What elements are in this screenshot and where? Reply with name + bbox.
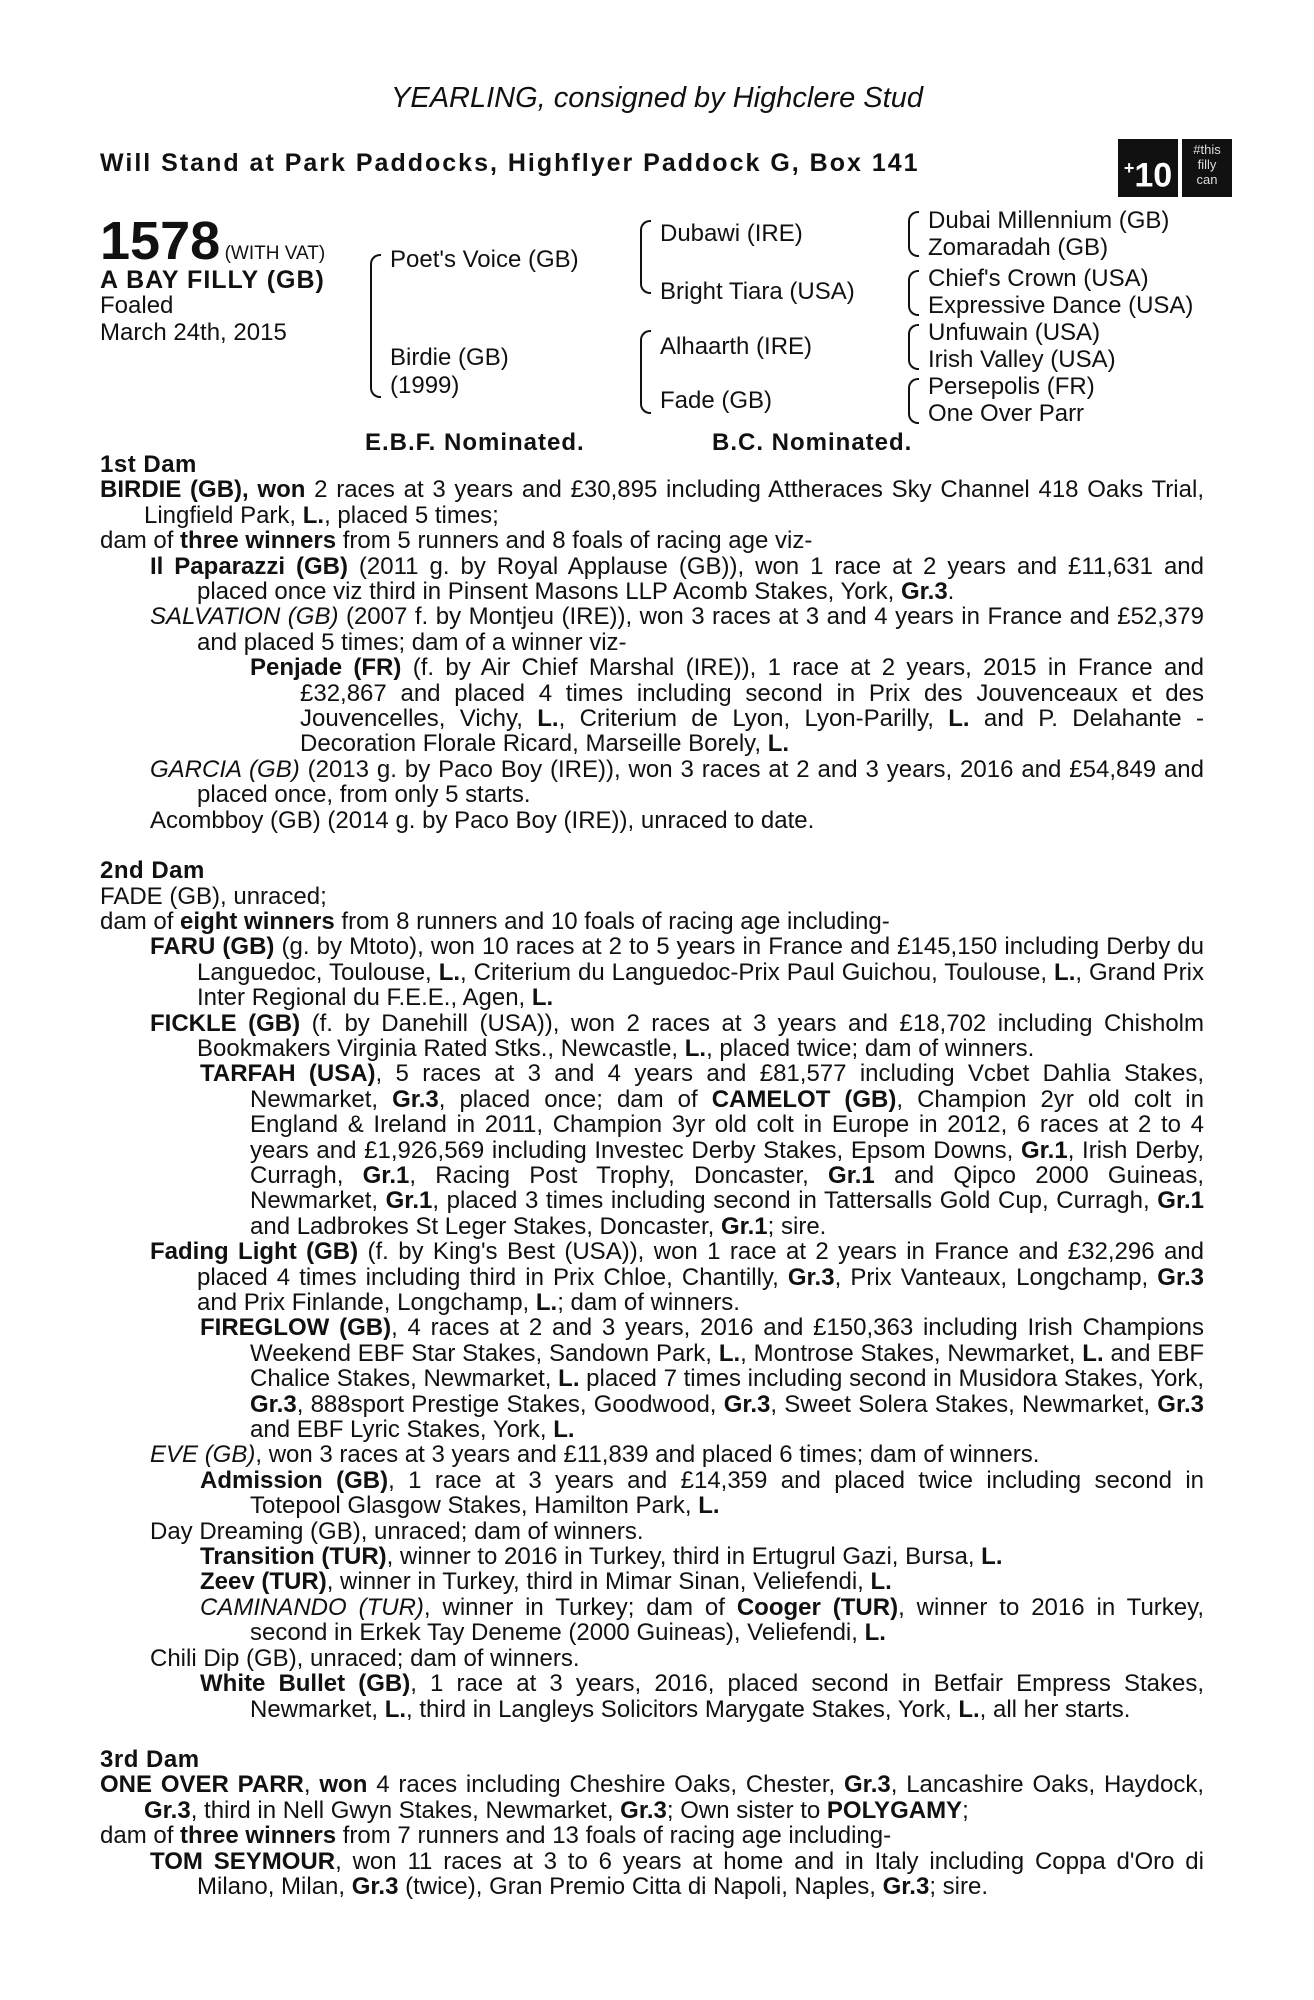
pedigree-dam: Birdie (GB) [390, 344, 509, 371]
produce-entry: Transition (TUR), winner to 2016 in Turkey, third in Ertugrul Gazi, Bursa, L. [200, 1543, 1003, 1571]
produce-entry: Chili Dip (GB), unraced; dam of winners. [150, 1644, 580, 1672]
pedigree-brace [908, 270, 919, 316]
produce-entry: SALVATION (GB) (2007 f. by Montjeu (IRE)), won 3 races at 3 and 4 years in France and £52,379 and placed 5 times; dam of a winner viz- [150, 603, 1204, 656]
dam-produce-summary: dam of eight winners from 8 runners and 10 foals of racing age including- [100, 907, 890, 935]
pedigree-dam-dam: Fade (GB) [660, 387, 773, 414]
catalogue-body [100, 452, 1204, 1899]
produce-entry: FICKLE (GB) (f. by Danehill (USA)), won 2 races at 3 years and £18,702 including Chisholm Bookmakers Virginia Rated Stks., Newcastle, L., placed twice; dam of winners. [150, 1009, 1205, 1062]
section-title-2nd-dam: 2nd Dam [100, 857, 205, 885]
pedigree-brace [908, 211, 919, 257]
produce-entry: Day Dreaming (GB), unraced; dam of winners. [150, 1517, 644, 1545]
bc-nominated: B.C. Nominated. [712, 429, 913, 456]
section-title-3rd-dam: 3rd Dam [100, 1745, 200, 1773]
produce-entry: Acombboy (GB) (2014 g. by Paco Boy (IRE)), unraced to date. [150, 806, 815, 834]
pedigree-sds: Chief's Crown (USA) [928, 265, 1149, 292]
dam-produce-summary: dam of three winners from 5 runners and 8 foals of racing age viz- [100, 527, 813, 555]
produce-entry: FIREGLOW (GB), 4 races at 2 and 3 years, 2016 and £150,363 including Irish Champions Weekend EBF Star Stakes, Sandown Park, L., Montrose Stakes, Newmarket, L. and EBF Chalice Stakes, Newmarket, L. placed 7 times including second in Musidora Stakes, York, Gr.3, 888sport Prestige Stakes, Goodwood, Gr.3, Sweet Solera Stakes, Newmarket, Gr.3 and EBF Lyric Stakes, York, L. [200, 1314, 1205, 1444]
produce-entry: Admission (GB), 1 race at 3 years and £14,359 and placed twice including second in Totepool Glasgow Stakes, Hamilton Park, L. [200, 1466, 1204, 1520]
pedigree-brace [908, 378, 919, 424]
lot-name: A BAY FILLY (GB) [100, 266, 325, 294]
pedigree-dss: Unfuwain (USA) [928, 319, 1101, 346]
produce-entry: Penjade (FR) (f. by Air Chief Marshal (IRE)), 1 race at 2 years, 2015 in France and £32,867 and placed 4 times including second in Prix des Jouvenceaux et des Jouvencelles, Vichy, L., Criterium de Lyon, Lyon-Parilly, L. and P. Delahante - Decoration Florale Ricard, Marseille Borely, L. [250, 654, 1204, 758]
produce-entry: TOM SEYMOUR, won 11 races at 3 to 6 years at home and in Italy including Coppa d'Oro di Milano, Milan, Gr.3 (twice), Gran Premio Citta di Napoli, Naples, Gr.3; sire. [150, 1847, 1204, 1900]
section-title-1st-dam: 1st Dam [100, 451, 197, 478]
dam-produce-summary: dam of three winners from 7 runners and 13 foals of racing age including- [100, 1822, 892, 1850]
produce-entry: EVE (GB), won 3 races at 3 years and £11,839 and placed 6 times; dam of winners. [150, 1441, 1040, 1469]
stand-location: Will Stand at Park Paddocks, Highflyer Paddock G, Box 141 [100, 149, 920, 177]
tenth-logo-icon: +10 [1118, 139, 1178, 197]
pedigree-sire: Poet's Voice (GB) [390, 246, 579, 273]
pedigree-brace [640, 220, 651, 294]
pedigree-sire-dam: Bright Tiara (USA) [660, 278, 855, 305]
produce-entry: White Bullet (GB), 1 race at 3 years, 2016, placed second in Betfair Empress Stakes, Newmarket, L., third in Langleys Solicitors Marygate Stakes, York, L., all her starts. [200, 1670, 1204, 1723]
pedigree-ssd: Zomaradah (GB) [928, 234, 1109, 261]
produce-entry: Fading Light (GB) (f. by King's Best (USA)), won 1 race at 2 years in France and £32,296 and placed 4 times including third in Prix Chloe, Chantilly, Gr.3, Prix Vanteaux, Longchamp, Gr.3 and Prix Finlande, Longchamp, L.; dam of winners. [150, 1238, 1204, 1316]
pedigree-brace [640, 330, 651, 414]
pedigree-sss: Dubai Millennium (GB) [928, 207, 1170, 234]
produce-entry: TARFAH (USA), 5 races at 3 and 4 years and £81,577 including Vcbet Dahlia Stakes, Newmarket, Gr.3, placed once; dam of CAMELOT (GB), Champion 2yr old colt in England & Ireland in 2011, Champion 3yr old colt in Europe in 2012, 6 races at 2 to 4 years and £1,926,569 including Investec Derby Stakes, Epsom Downs, Gr.1, Irish Derby, Curragh, Gr.1, Racing Post Trophy, Doncaster, Gr.1 and Qipco 2000 Guineas, Newmarket, Gr.1, placed 3 times including second in Tattersalls Gold Cup, Curragh, Gr.1 and Ladbrokes St Leger Stakes, Doncaster, Gr.1; sire. [200, 1060, 1205, 1240]
dam-record: BIRDIE (GB), won 2 races at 3 years and £30,895 including Attheraces Sky Channel 418 Oaks Trial, Lingfield Park, L., placed 5 times; [100, 476, 1204, 529]
ebf-nominated: E.B.F. Nominated. [365, 429, 585, 456]
pedigree-ddd: One Over Parr [928, 400, 1085, 427]
page-header: YEARLING, consigned by Highclere Stud [391, 82, 923, 114]
pedigree-dds: Persepolis (FR) [928, 373, 1095, 400]
produce-entry: Zeev (TUR), winner in Turkey, third in Mimar Sinan, Veliefendi, L. [200, 1568, 892, 1596]
pedigree-dam-sire: Alhaarth (IRE) [660, 333, 813, 360]
dam-record: ONE OVER PARR, won 4 races including Cheshire Oaks, Chester, Gr.3, Lancashire Oaks, Haydock, Gr.3, third in Nell Gwyn Stakes, Newmarket, Gr.3; Own sister to POLYGAMY; [100, 1771, 1204, 1824]
produce-entry: FARU (GB) (g. by Mtoto), won 10 races at 2 to 5 years in France and £145,150 including Derby du Languedoc, Toulouse, L., Criterium du Languedoc-Prix Paul Guichou, Toulouse, L., Grand Prix Inter Regional du F.E.E., Agen, L. [150, 933, 1205, 1012]
pedigree-sdd: Expressive Dance (USA) [928, 292, 1194, 319]
pedigree-dam-year: (1999) [390, 372, 460, 399]
produce-entry: CAMINANDO (TUR), winner in Turkey; dam of Cooger (TUR), winner to 2016 in Turkey, second in Erkek Tay Deneme (2000 Guineas), Veliefendi, L. [200, 1593, 1205, 1647]
pedigree-brace [370, 254, 381, 398]
pedigree-brace [908, 324, 919, 370]
lot-number: 1578 (WITH VAT) [100, 211, 326, 271]
foaled-date: Foaled March 24th, 2015 [100, 292, 287, 346]
this-filly-can-logo-icon: #this filly can [1182, 139, 1232, 197]
dam-record: FADE (GB), unraced; [100, 882, 327, 910]
produce-entry: Il Paparazzi (GB) (2011 g. by Royal Applause (GB)), won 1 race at 2 years and £11,631 and placed once viz third in Pinsent Masons LLP Acomb Stakes, York, Gr.3. [150, 552, 1204, 606]
pedigree-sire-sire: Dubawi (IRE) [660, 220, 803, 247]
produce-entry: GARCIA (GB) (2013 g. by Paco Boy (IRE)), won 3 races at 2 and 3 years, 2016 and £54,849 and placed once, from only 5 starts. [150, 755, 1204, 809]
vat-note: (WITH VAT) [224, 243, 326, 264]
pedigree-dsd: Irish Valley (USA) [928, 346, 1116, 373]
